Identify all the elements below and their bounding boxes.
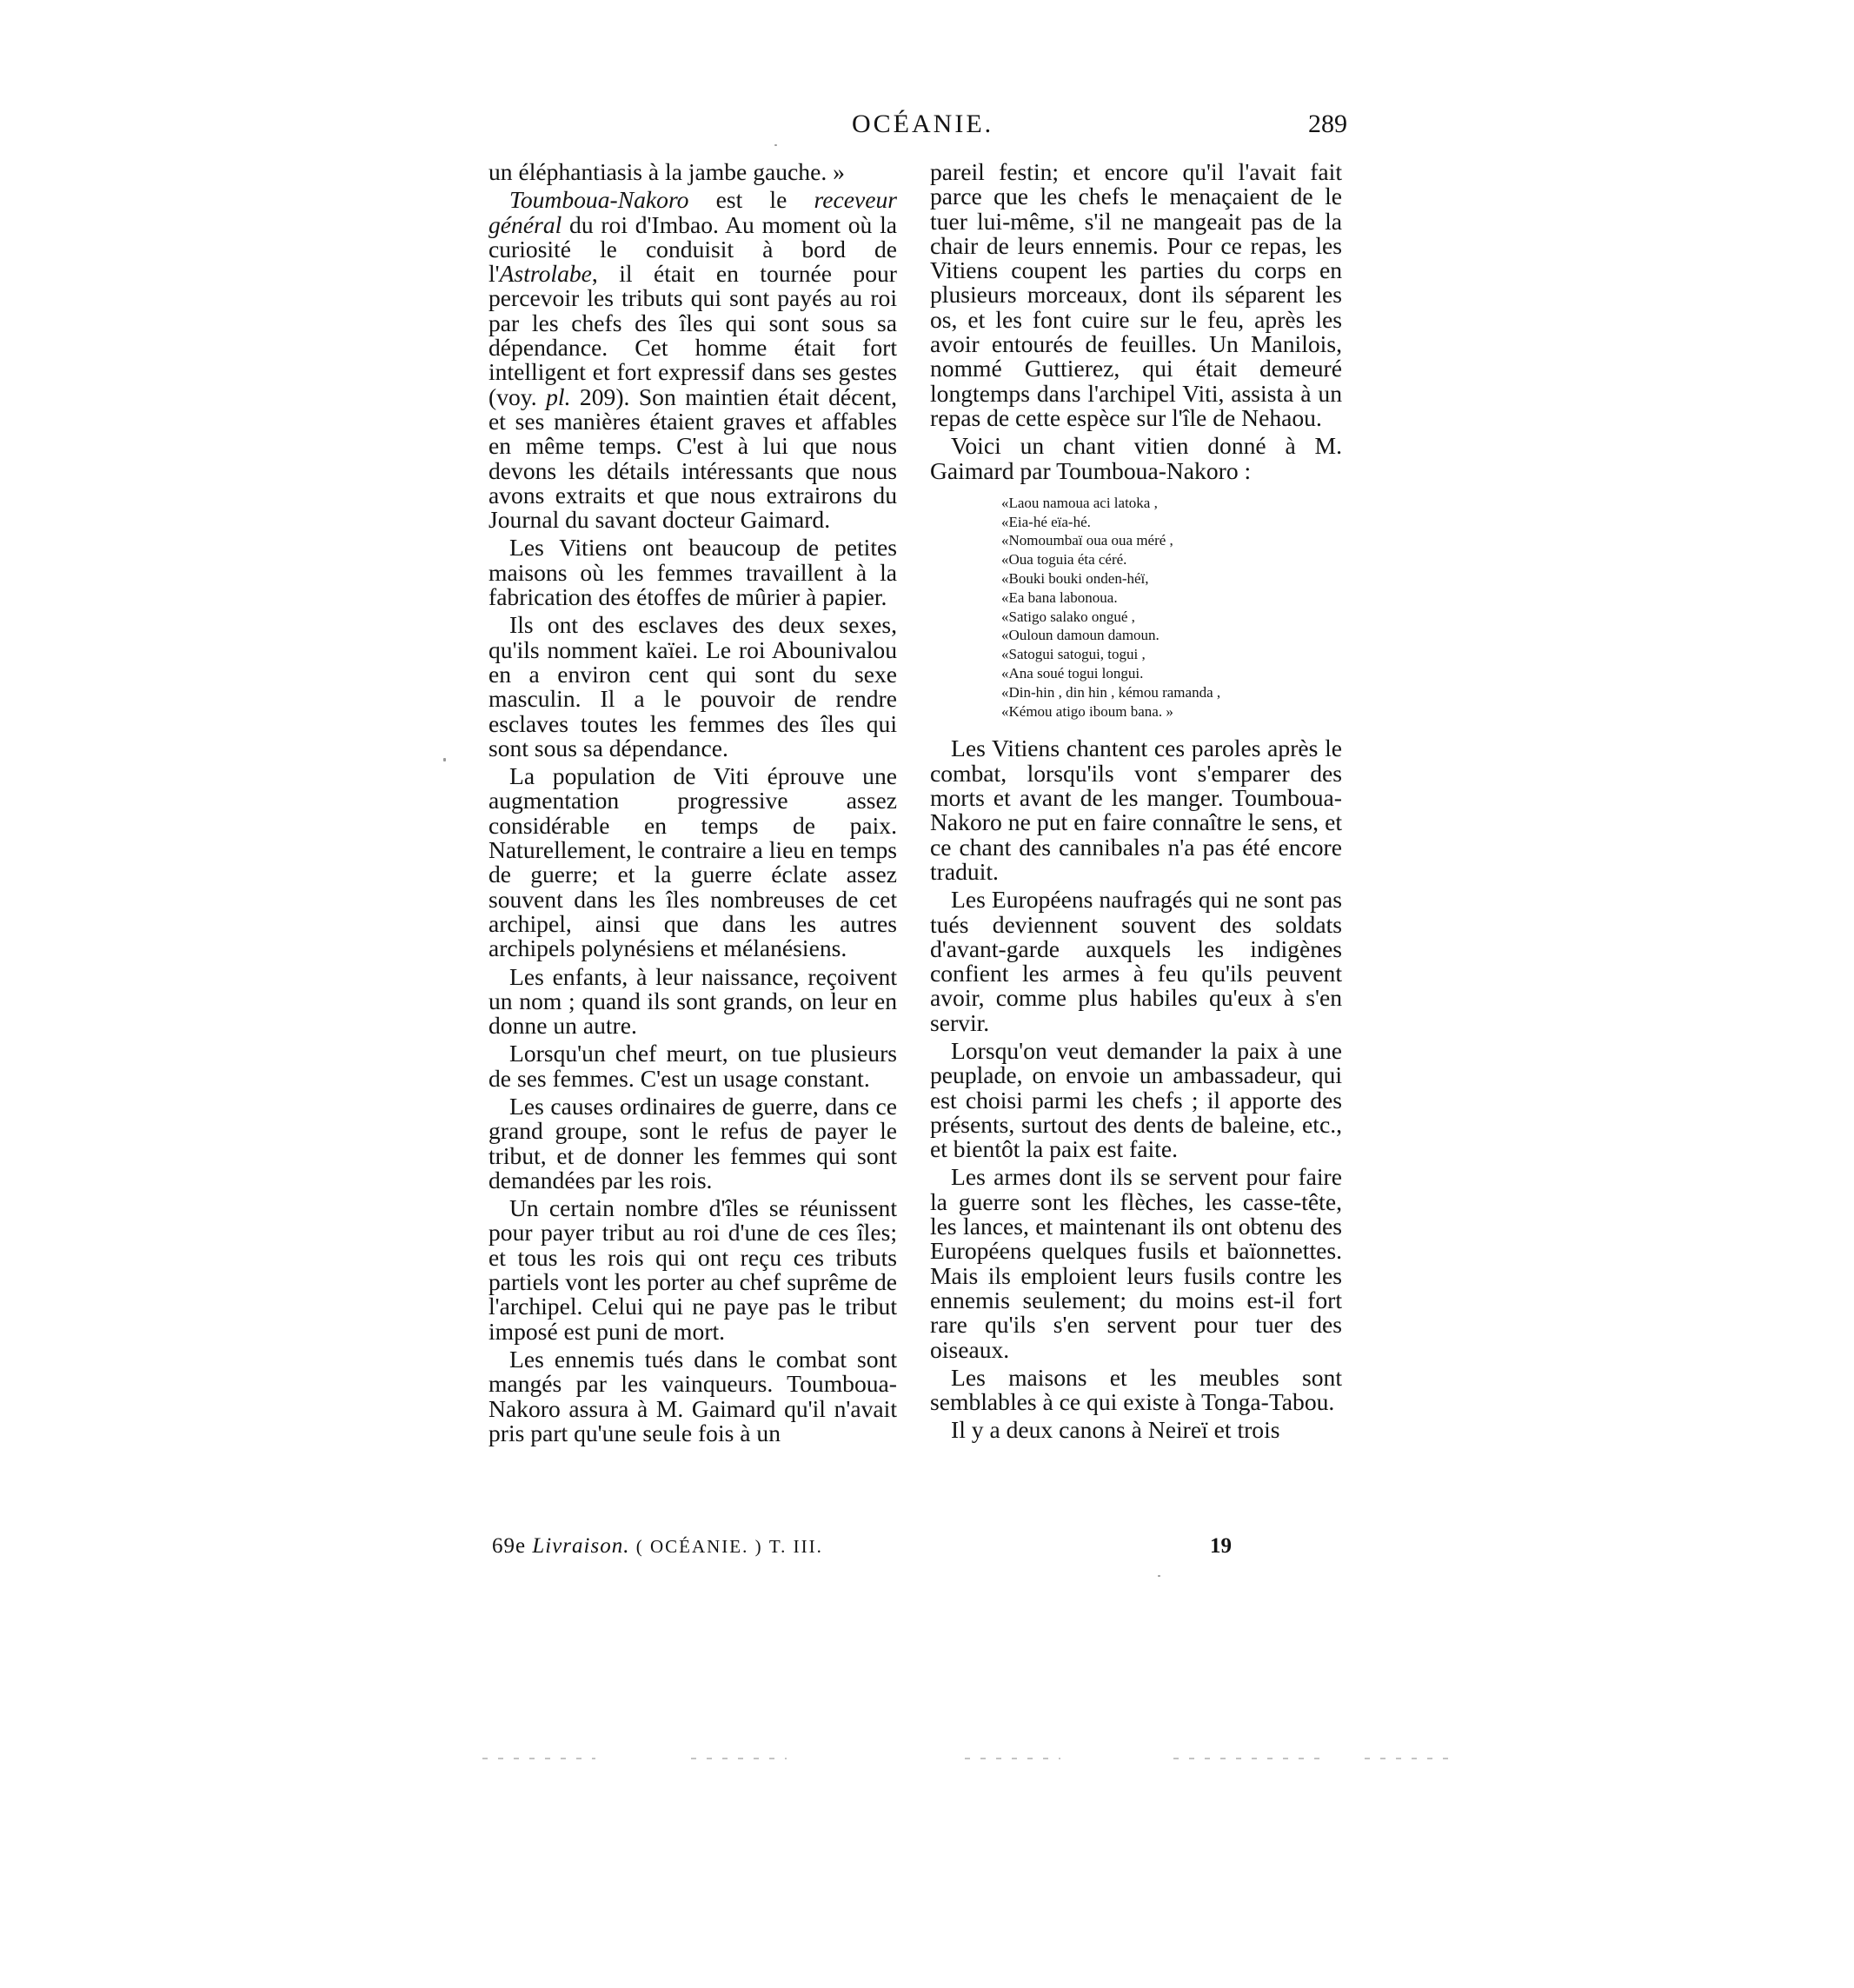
- paragraph-3: Les Vitiens ont beaucoup de petites maisons où les femmes travaillent à la fabrication des étoffes de mûrier à papier.: [488, 534, 897, 611]
- scan-edge-marks: [691, 1758, 787, 1759]
- paragraph-12: Voici un chant vitien donné à M. Gaimard par Toumboua-Nakoro :: [930, 432, 1342, 484]
- paragraph-4: Ils ont des esclaves des deux sexes, qu'ils nomment kaïei. Le roi Abounivalou en a environ cent qui sont du sexe masculin. Il a le pouvoir de rendre esclaves toutes les femmes des îles qui sont sous sa dépendance.: [488, 611, 897, 761]
- scan-edge-marks: [482, 1758, 595, 1759]
- paragraph-2: Toumboua-Nakoro est le receveur général du roi d'Imbao. Au moment où la curiosité le conduisit à bord de l'Astrolabe, il était en tournée pour percevoir les tributs qui sont payés au roi par les chefs des îles qui sont sous sa dépendance. Cet homme était fort intelligent et fort expressif dans ses gestes (voy. pl. 209). Son maintien était décent, et ses manières étaient graves et affables en même temps. C'est à lui que nous devons les détails intéressants que nous avons extraits et que nous extrairons du Journal du savant docteur Gaimard.: [488, 186, 897, 534]
- scan-speck: [1158, 1575, 1160, 1577]
- page-number: 289: [1308, 110, 1347, 138]
- paragraph-11: pareil festin; et encore qu'il l'avait fait parce que les chefs le menaçaient de le tuer lui-même, s'il ne mangeait pas de la chair de leurs ennemis. Pour ce repas, les Vitiens coupent les parties du corps en plusieurs morceaux, dont ils séparent les os, et les font cuire sur le feu, après les avoir entourés de feuilles. Un Manilois, nommé Guttierez, qui était demeuré longtemps dans l'archipel Viti, assista à un repas de cette espèce sur l'île de Nehaou.: [930, 158, 1342, 431]
- footer-signature: [492, 1534, 823, 1559]
- song-line: «Eia-hé eïa-hé.: [1001, 513, 1091, 530]
- song-line: «Ouloun damoun damoun.: [1001, 627, 1160, 644]
- song-line: «Oua toguia éta céré.: [1001, 551, 1127, 568]
- song-line: «Satigo salako ongué ,: [1001, 608, 1135, 625]
- section-name: ( OCÉANIE. ): [635, 1536, 763, 1557]
- paragraph-10: Les ennemis tués dans le combat sont mangés par les vainqueurs. Toumboua-Nakoro assura à M. Gaimard qu'il n'avait pris part qu'une seule fois à un: [488, 1345, 897, 1446]
- song-line: «Nomoumbaï oua oua méré ,: [1001, 532, 1173, 549]
- scan-edge-marks: [1173, 1758, 1321, 1759]
- livraison-label: Livraison.: [532, 1534, 630, 1558]
- tome-number: T. III.: [768, 1536, 823, 1557]
- issue-number: 69e: [492, 1534, 527, 1558]
- song-line: «Satogui satogui, togui ,: [1001, 646, 1146, 663]
- scan-speck: [774, 144, 777, 146]
- left-column: [488, 160, 897, 1449]
- ship-name: Astrolabe: [499, 260, 592, 288]
- song-line: «Laou namoua aci latoka ,: [1001, 494, 1158, 511]
- running-title: OCÉANIE.: [852, 110, 994, 138]
- paragraph-6: Les enfants, à leur naissance, reçoivent un nom ; quand ils sont grands, on leur en donne un autre.: [488, 962, 897, 1040]
- paragraph-9: Un certain nombre d'îles se réunissent pour payer tribut au roi d'une de ces îles; et tous les rois qui ont reçu ces tributs partiels vont les porter au chef suprême de l'archipel. Celui qui ne paye pas le tribut imposé est puni de mort.: [488, 1194, 897, 1345]
- running-head: [487, 110, 1347, 144]
- official-title: receveur général: [488, 186, 897, 238]
- vitian-song: [1001, 494, 1342, 721]
- paragraph-13: Les Vitiens chantent ces paroles après le combat, lorsqu'ils vont s'emparer des morts et avant de les manger. Toumboua-Nakoro ne put en faire connaître le sens, et ce chant des cannibales n'a pas été encore traduit.: [930, 735, 1342, 885]
- paragraph-7: Lorsqu'un chef meurt, on tue plusieurs de ses femmes. C'est un usage constant.: [488, 1040, 897, 1092]
- paragraph-1: un éléphantiasis à la jambe gauche. »: [488, 158, 845, 185]
- scan-edge-marks: [1365, 1758, 1452, 1759]
- paragraph-14: Les Européens naufragés qui ne sont pas tués deviennent souvent des soldats d'avant-garde auxquels les indigènes confient les armes à feu qu'ils peuvent avoir, comme plus habiles qu'eux à s'en servir.: [930, 886, 1342, 1036]
- song-line: «Ana soué togui longui.: [1001, 665, 1144, 682]
- right-column: [930, 160, 1342, 1446]
- paragraph-15: Lorsqu'on veut demander la paix à une peuplade, on envoie un ambassadeur, qui est choisi parmi les chefs ; il apporte des présents, surtout des dents de baleine, etc., et bientôt la paix est faite.: [930, 1036, 1342, 1163]
- plate-reference: pl.: [546, 382, 571, 410]
- song-line: «Bouki bouki onden-héï,: [1001, 570, 1149, 588]
- paragraph-16: Les armes dont ils se servent pour faire la guerre sont les flèches, les casse-tête, les lances, et maintenant ils ont obtenu des Européens quelques fusils et baïonnettes. Mais ils emploient leurs fusils contre les ennemis seulement; du moins est-il fort rare qu'ils s'en servent pour tuer des oiseaux.: [930, 1163, 1342, 1363]
- scan-edge-marks: [965, 1758, 1060, 1759]
- song-line: «Din-hin , din hin , kémou ramanda ,: [1001, 683, 1221, 701]
- sheet-signature: 19: [1210, 1534, 1232, 1558]
- scan-speck: [443, 758, 446, 761]
- paragraph-17: Les maisons et les meubles sont semblables à ce qui existe à Tonga-Tabou.: [930, 1363, 1342, 1416]
- paragraph-18: Il y a deux canons à Neireï et trois: [951, 1416, 1280, 1444]
- paragraph-8: Les causes ordinaires de guerre, dans ce grand groupe, sont le refus de payer le tribut, et de donner les femmes qui sont demandées par les rois.: [488, 1092, 897, 1193]
- person-name: Toumboua-Nakoro: [509, 186, 689, 214]
- song-line: «Kémou atigo iboum bana. »: [1001, 702, 1173, 720]
- paragraph-5: La population de Viti éprouve une augmentation progressive assez considérable en temps de paix. Naturellement, le contraire a lieu en temps de guerre; et la guerre éclate assez souvent dans les îles nombreuses de cet archipel, ainsi que dans les autres archipels polynésiens et mélanésiens.: [488, 762, 897, 962]
- song-line: «Ea bana labonoua.: [1001, 588, 1118, 606]
